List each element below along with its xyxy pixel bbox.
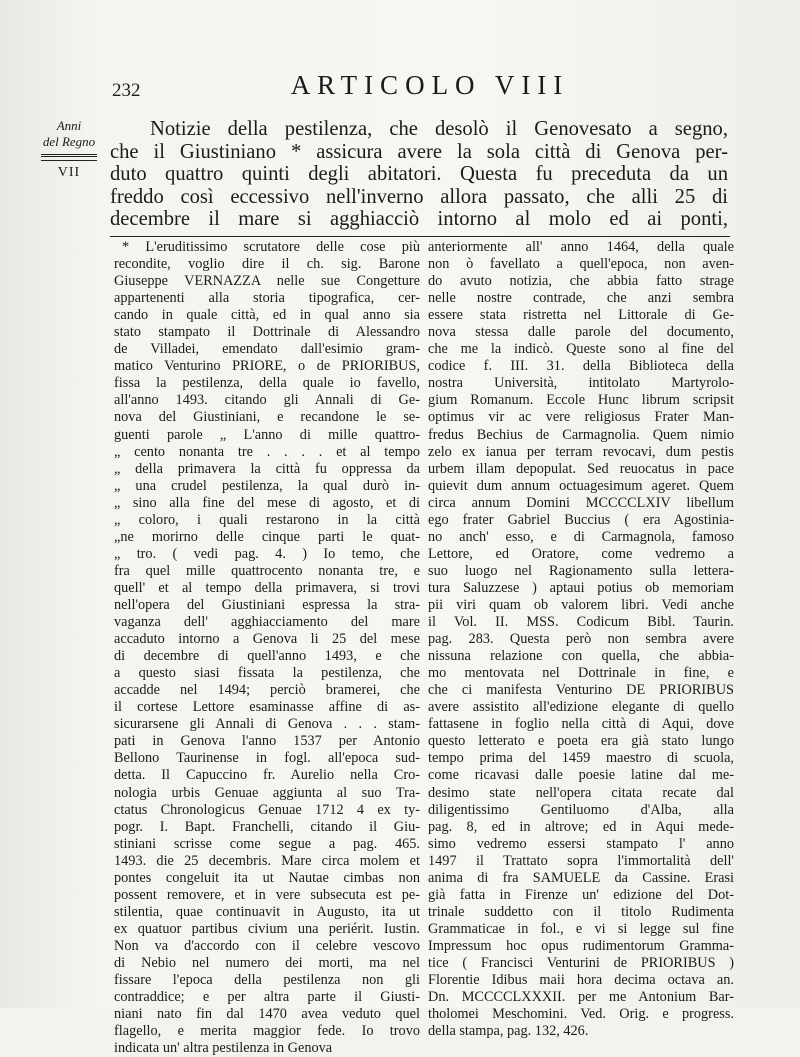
footnote-line: stiniani scrisse come segue a pag. 465. xyxy=(114,835,420,852)
footnote-line: recondite, voglio dire il ch. sig. Barone xyxy=(114,256,420,273)
main-paragraph xyxy=(110,118,728,231)
main-text-line: duto quattro quinti degli abitatori. Questa fu preceduta da un xyxy=(110,163,728,186)
footnote-line: „ una crudel pestilenza, la qual durò in- xyxy=(114,477,420,494)
footnote-line: niani nato fin dal 1470 avea veduto quel xyxy=(114,1006,420,1023)
footnote-line: guenti parole „ L'anno di mille quattro- xyxy=(114,426,420,443)
footnote-line: Non va d'accordo con il celebre vescovo xyxy=(114,937,420,954)
footnote-line: sicurarsene gli Annali di Genova . . . stam- xyxy=(114,716,420,733)
footnote-line: „ coloro, i quali restarono in la città xyxy=(114,511,420,528)
footnote-line: Dn. MCCCCLXXXII. per me Antonium Bar- xyxy=(428,989,734,1006)
footnote-line: della stampa, pag. 132, 426. xyxy=(428,1023,589,1040)
footnote-line: nell'opera del Giustiniani espressa la stra- xyxy=(114,596,420,613)
margin-label-line1: Anni xyxy=(56,118,82,133)
footnote-line: Florentie Idibus maii hora decima octava an. xyxy=(428,972,734,989)
main-text-line: freddo così eccessivo nell'inverno allora passato, che alli 25 di xyxy=(110,185,728,208)
footnote-line: indicata un' altra pestilenza in Genova xyxy=(114,1040,333,1057)
footnote-line: urbem illam depopulat. Sed reuocatus in pace xyxy=(428,460,734,477)
margin-label-line2: del Regno xyxy=(42,134,96,149)
footnote-line: quell' et al tempo della primavera, si trovi xyxy=(114,579,420,596)
footnote-line: desimo state nell'opera citata recate dal xyxy=(428,784,734,801)
footnote-line: nelle nostre contrade, che anzi sembra xyxy=(428,290,734,307)
footnote-line: pag. 283. Questa però non sembra avere xyxy=(428,631,734,648)
footnote-line: fattasene in foglio nella città di Aqui, dove xyxy=(428,716,734,733)
footnote-line: anima di fra SAMUELE da Cassine. Erasi xyxy=(428,869,734,886)
footnote-line: tice ( Francisci Venturini de PRIORIBUS ) xyxy=(428,954,734,971)
footnote-line: che me la indicò. Queste sono al fine del xyxy=(428,341,734,358)
main-text-line: Notizie della pestilenza, che desolò il Genovesato a segno, xyxy=(150,118,728,140)
page-number: 232 xyxy=(112,80,141,101)
footnote-line: gium Romanum. Eccole Hunc librum scripsit xyxy=(428,392,734,409)
footnote-line: di Nebio nel numero dei morti, ma nel xyxy=(114,954,420,971)
footnote-line: questo letterato e poeta era già stato lungo xyxy=(428,733,734,750)
footnote-line: stilentia, quae continuavit in Augusto, ita ut xyxy=(114,903,420,920)
main-text-line: decembre il mare si agghiacciò intorno al molo ed ai ponti, xyxy=(110,208,728,231)
footnote-line: quievit dum annum octuagesimum ageret. Quem xyxy=(428,477,734,494)
footnote-line: „ cento nonanta tre . . . . et al tempo xyxy=(114,443,420,460)
footnote-line: nova del Giustiniani, e recandone le se- xyxy=(114,409,420,426)
footnote-line: zelo ex ianua per terram revocavi, dum pestis xyxy=(428,443,734,460)
footnote-line: optimus vir ac vere religiosus Frater Man- xyxy=(428,409,734,426)
footnote-line: vaganza dell' agghiacciamento del mare xyxy=(114,614,420,631)
footnote-line: il cortese Lettore esaminasse affine di as- xyxy=(114,699,420,716)
footnote-line: fredus Bechius de Carmagnolia. Quem nimio xyxy=(428,426,734,443)
footnote-line: nissuna relazione con quella, che abbia- xyxy=(428,648,734,665)
footnote-line: appartenenti alla storia tipografica, cer- xyxy=(114,290,420,307)
footnote-line: pag. 8, ed in altrove; ed in Aqui mede- xyxy=(428,818,734,835)
footnote-line: do avuto notizia, che abbia fatto strage xyxy=(428,273,734,290)
footnote-line: contraddice; e per altra parte il Giusti- xyxy=(114,989,420,1006)
footnote-line: nostra Università, intitolato Martyrolo- xyxy=(428,375,734,392)
footnote-line: Impressum hoc opus rudimentorum Gramma- xyxy=(428,937,734,954)
footnote-line: „ sino alla fine del mese di agosto, et di xyxy=(114,494,420,511)
footnote-line: pontes congeluit ita ut Nautae cimbas non xyxy=(114,869,420,886)
footnote-line: il Vol. II. MSS. Codicum Bibl. Taurin. xyxy=(428,614,734,631)
footnote-line: 1497 il Trattato sopra l'immortalità dell' xyxy=(428,852,734,869)
footnote-line: nologia urbis Genuae aggiunta al suo Tra- xyxy=(114,784,420,801)
footnote-line: a questo siasi fissata la pestilenza, che xyxy=(114,665,420,682)
footnote-line: tempo prima del 1459 maestro di scuola, xyxy=(428,750,734,767)
footnote-line: * L'eruditissimo scrutatore delle cose più xyxy=(122,239,420,255)
footnote-line: fissare l'epoca della pestilenza non gli xyxy=(114,972,420,989)
footnote-right-column xyxy=(428,239,734,1040)
footnote-line: flagello, e merita maggior fede. Io trovo xyxy=(114,1023,420,1040)
footnote-line: „ne morirno delle cinque parti le quat- xyxy=(114,528,420,545)
footnote-line: cando in quale città, ed in qual anno sia xyxy=(114,307,420,324)
footnote-line: accadde nel 1494; perciò bramerei, che xyxy=(114,682,420,699)
footnote-line: stato stampato il Dottrinale di Alessandro xyxy=(114,324,420,341)
running-title: ARTICOLO VIII xyxy=(290,70,570,100)
footnote-line: circa annum Domini MCCCCLXIV libellum xyxy=(428,494,734,511)
footnote-line: accaduto intorno a Genova li 25 del mese xyxy=(114,631,420,648)
footnote-line: mo mentovata nel Dottrinale in fine, e xyxy=(428,665,734,682)
margin-rule xyxy=(41,154,97,161)
footnote-line: tholomei Meschomini. Ved. Orig. e progress. xyxy=(428,1006,734,1023)
footnote-line: fra quel mille quattrocento nonanta tre, e xyxy=(114,562,420,579)
main-text-line: che il Giustiniano * assicura avere la sola città di Genova per- xyxy=(110,140,728,163)
footnote-line: „ tro. ( vedi pag. 4. ) Io temo, che xyxy=(114,545,420,562)
footnote-line: no anch' esso, e di Carmagnola, famoso xyxy=(428,528,734,545)
margin-note xyxy=(34,118,104,181)
footnote-line: non ò favellato a quell'epoca, non aven- xyxy=(428,256,734,273)
footnote-line: Bellono Taurinense in fogl. all'epoca sud- xyxy=(114,750,420,767)
footnote-line: tura Saluzzese ) aptaui potius ob memoriam xyxy=(428,579,734,596)
footnote-line: matico Venturino PRIORE, o de PRIORIBUS, xyxy=(114,358,420,375)
footnote-line: trinale suddetto con il titolo Rudimenta xyxy=(428,903,734,920)
footnote-divider xyxy=(110,236,730,237)
footnote-line: come ricavasi dalle poesie latine dal me- xyxy=(428,767,734,784)
footnote-line: pati in Genova l'anno 1537 per Antonio xyxy=(114,733,420,750)
footnote-line: Giuseppe VERNAZZA nelle sue Congetture xyxy=(114,273,420,290)
footnote-line: nova stessa dalle parole del documento, xyxy=(428,324,734,341)
footnote-line: ctatus Chronologicus Genuae 1712 4 ex ty- xyxy=(114,801,420,818)
footnote-line: all'anno 1493. citando gli Annali di Ge- xyxy=(114,392,420,409)
footnote-line: ego frater Gabriel Buccius ( era Agostinia- xyxy=(428,511,734,528)
footnote-line: che ci manifesta Venturino DE PRIORIBUS xyxy=(428,682,734,699)
footnote-line: 1493. die 25 decembris. Mare circa molem et xyxy=(114,852,420,869)
footnote-line: detta. Il Capuccino fr. Aurelio nella Cro- xyxy=(114,767,420,784)
footnote-line: suo luogo nel Ragionamento sulla lettera- xyxy=(428,562,734,579)
footnote-line: de Villadei, emendato dall'esimio gram- xyxy=(114,341,420,358)
footnote-line: ex quatuor partibus civium una periérit. Iustin. xyxy=(114,920,420,937)
footnote-line: pii viri quam ob valorem libri. Vedi anche xyxy=(428,596,734,613)
footnote-line: diligentissimo Gentiluomo d'Alba, alla xyxy=(428,801,734,818)
footnote-line: „ della primavera la città fu oppressa da xyxy=(114,460,420,477)
footnote-line: Lettore, ed Oratore, come vedremo a xyxy=(428,545,734,562)
footnote-line: già fatta in Firenze un' edizione del Dot- xyxy=(428,886,734,903)
footnote-line: di decembre di quell'anno 1493, e che xyxy=(114,648,420,665)
footnote-line: possent removere, et in vere subsecuta est pe- xyxy=(114,886,420,903)
footnote-line: codice f. III. 31. della Biblioteca della xyxy=(428,358,734,375)
footnote-line: simo vedremo essersi stampato l' anno xyxy=(428,835,734,852)
footnote-line: anteriormente all' anno 1464, della quale xyxy=(428,239,734,255)
footnote-line: pogr. I. Bapt. Franchelli, citando il Giu- xyxy=(114,818,420,835)
footnote-line: essere stata ristretta nel Littorale di Ge- xyxy=(428,307,734,324)
footnote-line: Grammaticae in fol., e vi si legge sul fine xyxy=(428,920,734,937)
footnote-line: fissa la pestilenza, della quale io favello, xyxy=(114,375,420,392)
footnote-left-column xyxy=(114,239,420,1057)
margin-year: VII xyxy=(57,165,81,180)
footnote-line: avere assistito all'edizione elegante di quello xyxy=(428,699,734,716)
